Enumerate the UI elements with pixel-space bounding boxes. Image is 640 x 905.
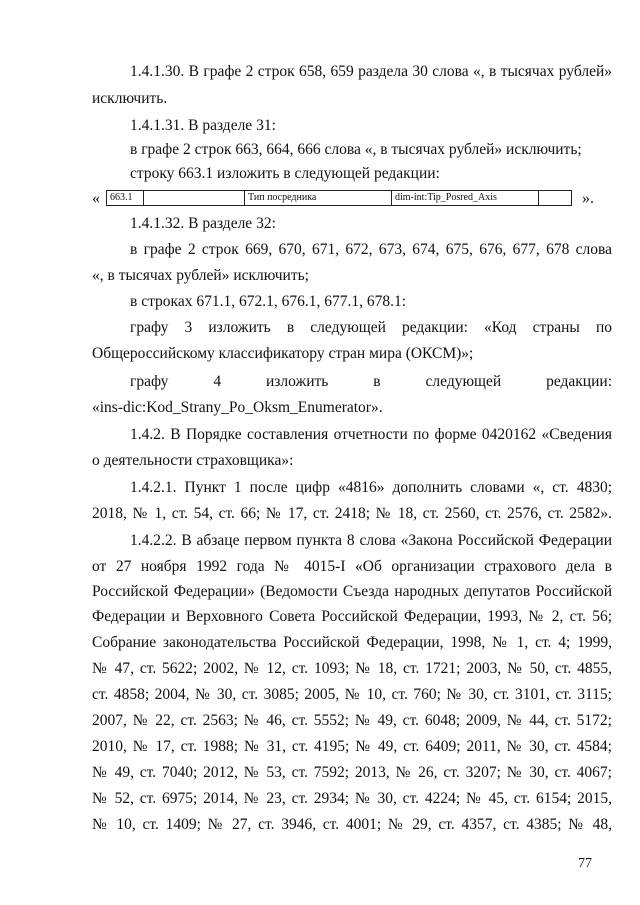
table-cell-dimension: dim-int:Tip_Posred_Axis (392, 191, 539, 205)
paragraph-line: графу 3 изложить в следующей редакции: «Код страны по (130, 319, 612, 336)
page-number: 77 (578, 856, 592, 871)
paragraph-line: от 27 ноября 1992 года № 4015-I «Об организации страхового дела в (92, 558, 612, 575)
paragraph-line: «ins-dic:Kod_Strany_Po_Oksm_Enumerator». (92, 399, 383, 416)
table-row-663-1 (92, 188, 612, 208)
table-cell-name: Тип посредника (245, 191, 392, 205)
paragraph-line: № 10, ст. 1409; № 27, ст. 3946, ст. 4001; № 29, ст. 4357, ст. 4385; № 48, (92, 816, 612, 833)
paragraph-line: Федерации и Верховного Совета Российской Федерации, 1993, № 2, ст. 56; (92, 608, 612, 625)
table (106, 190, 572, 206)
open-quote: « (92, 190, 100, 207)
paragraph-line: в строках 671.1, 672.1, 676.1, 677.1, 678.1: (130, 293, 407, 310)
paragraph-line: «, в тысячах рублей» исключить; (92, 267, 309, 284)
paragraph-line: ст. 4858; 2004, № 30, ст. 3085; 2005, № 10, ст. 760; № 30, ст. 3101, ст. 3115; (92, 686, 612, 703)
paragraph-line: 1.4.2. В Порядке составления отчетности по форме 0420162 «Сведения (130, 426, 612, 443)
table-cell-empty (144, 191, 245, 205)
paragraph-line: 1.4.1.30. В графе 2 строк 658, 659 раздела 30 слова «, в тысячах рублей» (130, 63, 612, 80)
paragraph-line: 2010, № 17, ст. 1988; № 31, ст. 4195; № 49, ст. 6409; 2011, № 30, ст. 4584; (92, 738, 612, 755)
paragraph-line: № 47, ст. 5622; 2002, № 12, ст. 1093; № 18, ст. 1721; 2003, № 50, ст. 4855, (92, 660, 612, 677)
close-quote: ». (582, 190, 594, 207)
table-cell-empty (539, 191, 561, 205)
paragraph-line: в графе 2 строк 669, 670, 671, 672, 673, 674, 675, 676, 677, 678 слова (130, 241, 612, 258)
paragraph-line: 1.4.1.31. В разделе 31: (130, 117, 276, 134)
paragraph-line: 2018, № 1, ст. 54, ст. 66; № 17, ст. 2418; № 18, ст. 2560, ст. 2576, ст. 2582». (92, 505, 612, 522)
paragraph-line: Российской Федерации» (Ведомости Съезда народных депутатов Российской (92, 583, 612, 600)
paragraph-line: о деятельности страховщика»: (92, 452, 294, 469)
paragraph-line: № 49, ст. 7040; 2012, № 53, ст. 7592; 2013, № 26, ст. 3207; № 30, ст. 4067; (92, 764, 612, 781)
paragraph-line: 2007, № 22, ст. 2563; № 46, ст. 5552; № 49, ст. 6048; 2009, № 44, ст. 5172; (92, 712, 612, 729)
paragraph-line: строку 663.1 изложить в следующей редакции: (130, 165, 440, 182)
paragraph-line: Общероссийскому классификатору стран мира (ОКСМ)»; (92, 345, 474, 362)
paragraph-line: Собрание законодательства Российской Федерации, 1998, № 1, ст. 4; 1999, (92, 634, 612, 651)
table-cell-code: 663.1 (107, 191, 144, 205)
paragraph-line: исключить. (92, 90, 168, 107)
paragraph-line: в графе 2 строк 663, 664, 666 слова «, в тысячах рублей» исключить; (130, 141, 582, 158)
paragraph-line: графу 4 изложить в следующей редакции: (130, 373, 612, 390)
paragraph-line: 1.4.1.32. В разделе 32: (130, 215, 276, 232)
paragraph-line: 1.4.2.1. Пункт 1 после цифр «4816» дополнить словами «, ст. 4830; (130, 479, 612, 496)
paragraph-line: 1.4.2.2. В абзаце первом пункта 8 слова «Закона Российской Федерации (130, 532, 612, 549)
paragraph-line: № 52, ст. 6975; 2014, № 23, ст. 2934; № 30, ст. 4224; № 45, ст. 6154; 2015, (92, 790, 612, 807)
